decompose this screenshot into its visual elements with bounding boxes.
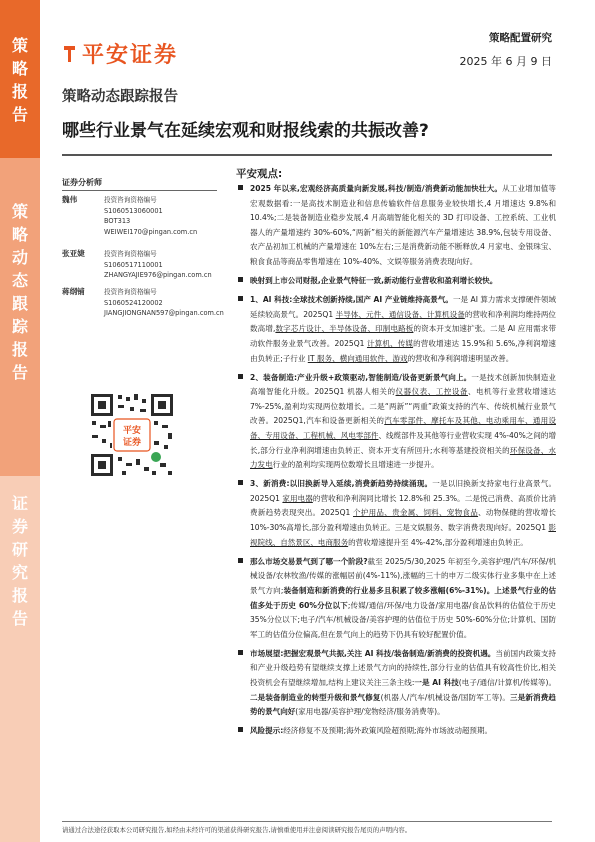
license-number: S1060513060001 xyxy=(104,206,163,215)
analyst-name: 魏伟 xyxy=(62,195,78,204)
header-meta xyxy=(460,30,552,69)
bullet-square-icon xyxy=(238,727,243,732)
license-code: BOT313 xyxy=(104,217,131,225)
logo-mark-icon xyxy=(62,44,77,64)
analyst-divider xyxy=(62,190,217,191)
bullet-square-icon xyxy=(238,480,243,485)
viewpoint-paragraph: 2、装备制造:产业升级+政策驱动,智能制造/设备更新景气向上。一是技术创新加快制造业高端智能化升级。2025Q1 机器人相关的仪器仪表、工控设备、电机等行业营收增速达 7%-25%,盈利均实现两位数增长。二是“两新”“两重”政策支持的汽车、传统机械行业景气改善。2025Q1,汽车和设备更新相关的汽车零部件、摩托车及其他、电动乘用车、通用设备、专用设备、工程机械、风电零部件、线缆部件及其他等行业营收实现 4%-40%之间的增长,部分行业净利润增速由负转正、资本开支有所回升;水利等基建投资相关的环保设备、水力发电行业的盈利均实现两位数增长且增速进一步提升。 xyxy=(236,371,556,473)
viewpoint-paragraph: 3、新消费:以旧换新导入延续,消费新趋势持续涌现。一是以旧换新支持家电行业高景气。2025Q1 家用电器的营收和净利润同比增长 12.8%和 25.3%。二是悦己消费、高质价比消费新趋势表现突出。2025Q1 个护用品、贵金属、饲料、宠物食品、动物保健的营收增长 10%-30%高增长,部分盈利增速由负转正。三是文娱服务、数字消费表现向好。2025Q1 影视院线、自然景区、电商服务的营收增速提升至 4%-42%,部分盈利增速由负转正。 xyxy=(236,477,556,550)
qualification-label: 投资咨询资格编号 xyxy=(104,196,157,204)
report-type: 策略动态跟踪报告 xyxy=(62,89,178,105)
bullet-square-icon xyxy=(238,277,243,282)
qualification-label: 投资咨询资格编号 xyxy=(104,288,157,296)
bullet-square-icon xyxy=(238,374,243,379)
title-divider xyxy=(62,154,552,156)
viewpoint-paragraph: 那么市场交易景气到了哪一个阶段?截至 2025/5/30,2025 年初至今,美容护理/汽车/环保/机械设备/农林牧渔/传媒的涨幅居前(4%-11%),涨幅的三十的申万二级实体行业多集中在上述景气方向;装备制造和新消费的行业易多且积累了较多涨幅(6%-31%)。上述景气行业的估值多处于历史 60%分位以下;传媒/通信/环保/电力设备/家用电器/食品饮料的估值位于历史 35%分位以下;电子/汽车/机械设备/美容护理的估值位于历史 50%-60%分位;计算机、国防军工的估值分位偏高,但在景气向上的趋势下仍具有较好配置价值。 xyxy=(236,555,556,643)
analyst-name: 张亚婕 xyxy=(62,249,85,258)
bullet-square-icon xyxy=(238,296,243,301)
viewpoint-paragraph: 市场展望:把握宏观景气共振,关注 AI 科技/装备制造/新消费的投资机遇。当前国内政策支持和产业升级趋势有望继续支撑上述景气方向的持续性,部分行业的估值具有较高性价比,相关投资机会有望继续增加,结构上建议关注三条主线:一是 AI 科技(电子/通信/计算机/传媒等)。二是装备制造业的转型升级和景气修复(机器人/汽车/机械设备/国防军工等)。三是新消费趋势的景气向好(家用电器/美容护理/宠物经济/服务消费等)。 xyxy=(236,647,556,720)
footer-divider xyxy=(62,821,552,822)
analyst-card xyxy=(62,287,222,323)
bullet-square-icon xyxy=(238,185,243,190)
analyst-heading: 证券分析师 xyxy=(62,178,102,187)
report-category: 策略配置研究 xyxy=(489,32,552,44)
analyst-card xyxy=(62,195,222,245)
qualification-label: 投资咨询资格编号 xyxy=(104,250,157,258)
viewpoint-paragraph: 1、AI 科技:全球技术创新持续,国产 AI 产业链维持高景气。一是 AI 算力需求支撑硬件领域延续较高景气。2025Q1 半导体、元件、通信设备、计算机设备的营收和净利润均维持两位数高增,数字芯片设计、半导体设备、印制电路板的资本开支加速扩张。二是 AI 应用需求带动软件服务业景气改善。2025Q1 计算机、传媒的营收增速达 15.9%和 5.6%,净利润增速由负转正;子行业 IT 服务、横向通用软件、游戏的营收和净利润增速明显改善。 xyxy=(236,293,556,366)
viewpoint-paragraph: 2025 年以来,宏观经济高质量向新发展,科技/制造/消费新动能加快壮大。从工业增加值等宏观数据看:一是高技术制造业和信息传输软件信息服务业较快增长,4 月增速达 9.8%和 10.4%;二是装备制造业稳步发展,4 月高端智能化相关的 3D 打印设备、工控系统、工业机器人的产量增速约 30%-60%,“两新”相关的新能源汽车产量增速达 38.9%,包装专用设备、农产品初加工机械的产量增速在 10%左右;三是消费新动能不断释放,4 月家电、金银珠宝、粮食食品等商品零售增速在 10%-40%、文娱等服务消费表现向好。 xyxy=(236,182,556,270)
brand-logo xyxy=(62,38,178,69)
analyst-name: 蒋纲铺 xyxy=(62,287,85,296)
viewpoint-paragraph: 映射到上市公司财报,企业景气特征一致,新动能行业营收和盈利增长较快。 xyxy=(236,274,556,289)
analyst-card xyxy=(62,249,222,285)
license-number: S1060524120002 xyxy=(104,298,163,307)
viewpoint-heading: 平安观点: xyxy=(236,168,283,180)
bullet-square-icon xyxy=(238,558,243,563)
bullet-square-icon xyxy=(238,650,243,655)
report-date: 2025 年 6 月 9 日 xyxy=(459,55,552,68)
sidebar-label-strategy-report: 策 略 报 告 xyxy=(0,0,40,158)
logo-text: 平安证券 xyxy=(82,43,179,68)
analyst-email[interactable]: JIANGJIONGNAN597@pingan.com.cn xyxy=(104,309,224,317)
left-sidebar xyxy=(0,0,40,842)
license-number: S1060517110001 xyxy=(104,260,163,269)
sidebar-label-report-type: 策 略 动 态 跟 踪 报 告 xyxy=(0,158,40,476)
sidebar-label-securities-research: 证 券 研 究 报 告 xyxy=(0,476,40,842)
viewpoint-body xyxy=(236,182,556,743)
qr-logo-text-2: 证券 xyxy=(122,438,142,448)
page-title: 哪些行业景气在延续宏观和财报线索的共振改善? xyxy=(62,121,429,141)
viewpoint-paragraph: 风险提示:经济修复不及预期;海外政策风险超预期;海外市场波动超预期。 xyxy=(236,724,556,739)
analyst-email[interactable]: WEIWEI170@pingan.com.cn xyxy=(104,227,198,236)
qr-code[interactable] xyxy=(88,391,176,479)
footer-disclaimer: 请通过合法途径获取本公司研究报告,如经由未经许可的渠道获得研究报告,请慎重使用并注意阅读研究报告尾页的声明内容。 xyxy=(62,826,412,834)
analyst-email[interactable]: ZHANGYAJIE976@pingan.com.cn xyxy=(104,271,212,279)
qr-logo-text-1: 平安 xyxy=(122,426,142,436)
